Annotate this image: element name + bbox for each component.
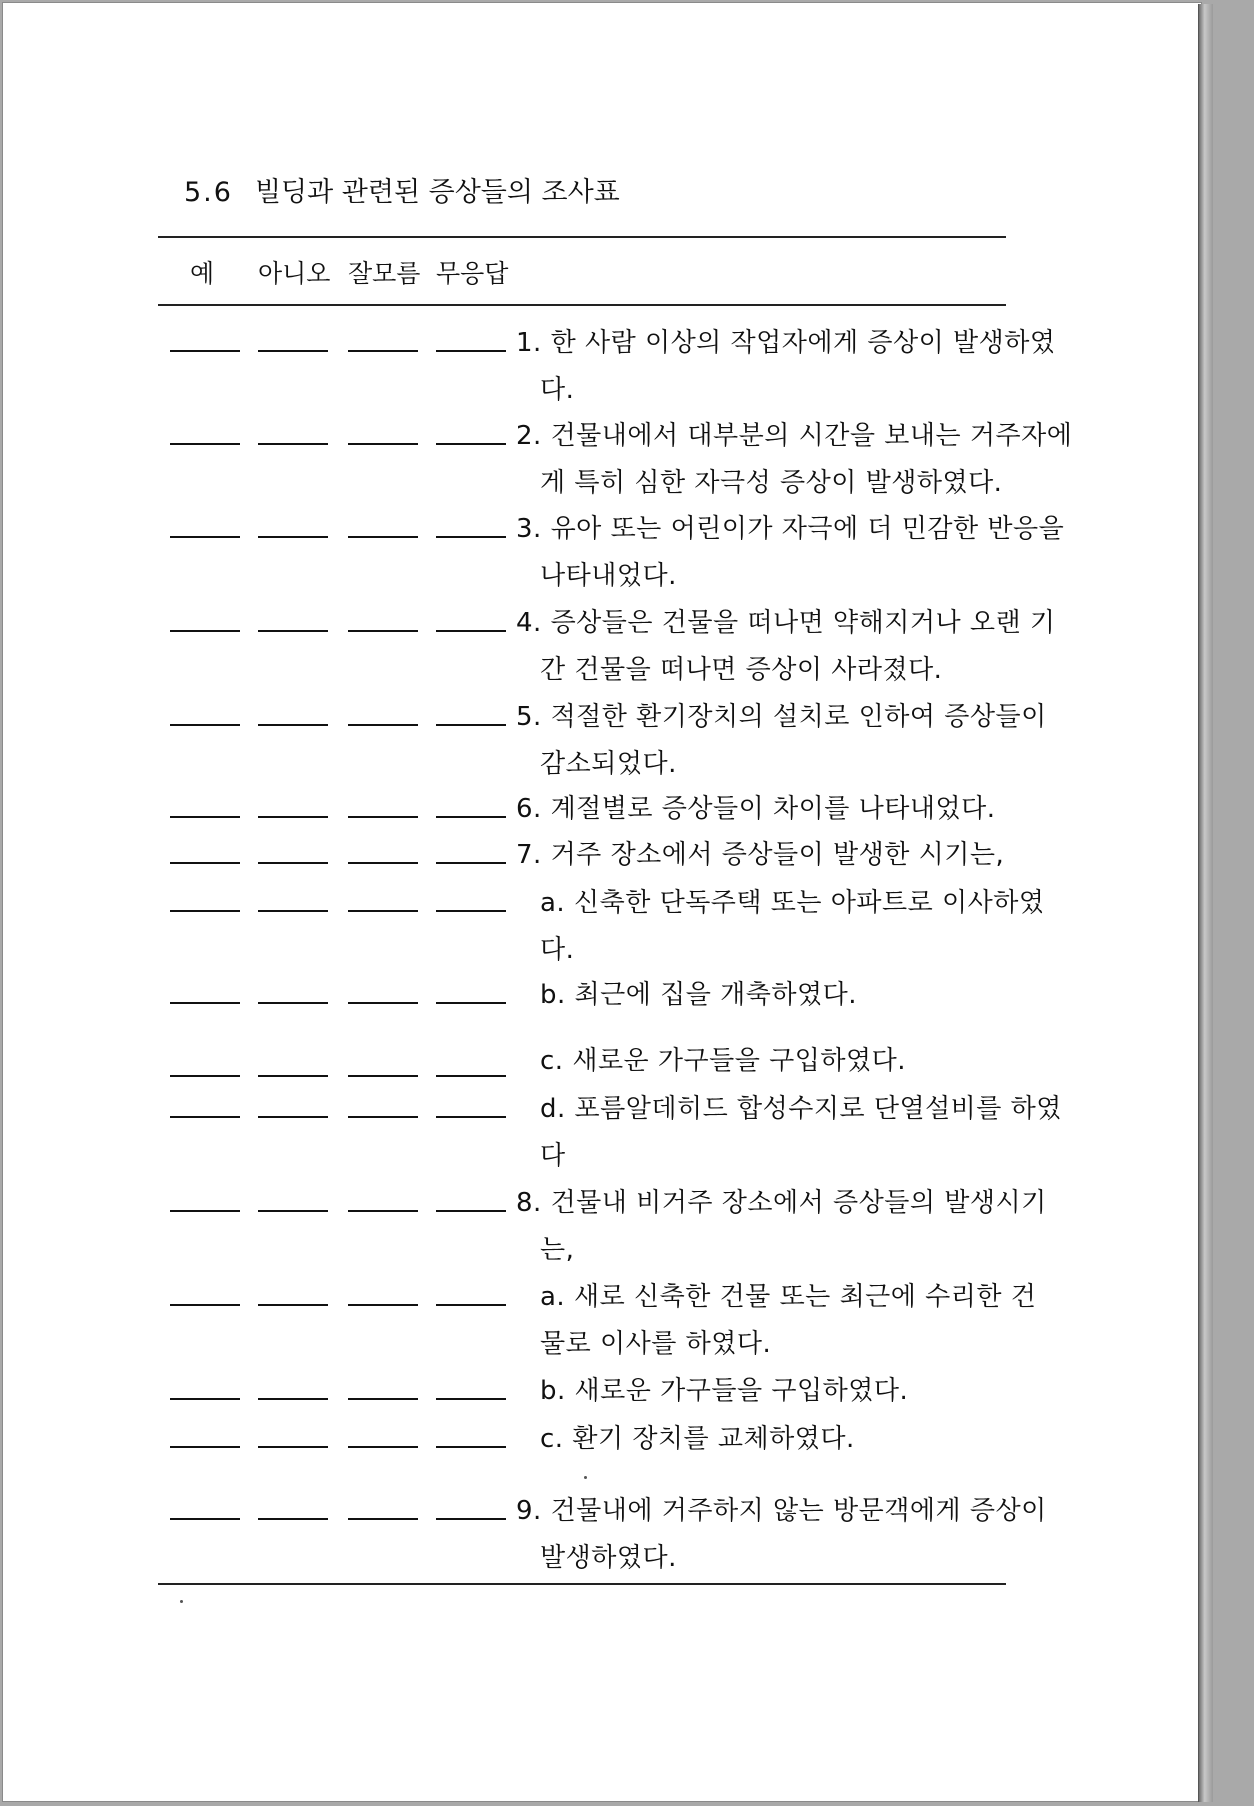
answer-no-blank[interactable] — [258, 1304, 328, 1306]
question-text: 9. 건물내에 거주하지 않는 방문객에게 증상이 — [516, 1496, 1047, 1526]
answer-unknown-blank[interactable] — [348, 1002, 418, 1004]
answer-no-response-blank[interactable] — [436, 1398, 506, 1400]
answer-unknown-blank[interactable] — [348, 1075, 418, 1077]
answer-yes-blank[interactable] — [170, 350, 240, 352]
question-text: b. 최근에 집을 개축하였다. — [540, 980, 857, 1010]
answer-no-response-blank[interactable] — [436, 862, 506, 864]
question-text: 나타내었다. — [540, 561, 677, 591]
header-rule — [158, 304, 1006, 306]
answer-yes-blank[interactable] — [170, 1116, 240, 1118]
question-text: 게 특히 심한 자극성 증상이 발생하였다. — [540, 468, 1003, 498]
answer-no-blank[interactable] — [258, 724, 328, 726]
answer-unknown-blank[interactable] — [348, 1116, 418, 1118]
answer-no-response-blank[interactable] — [436, 816, 506, 818]
scan-speck — [180, 1600, 183, 1603]
answer-no-response-blank[interactable] — [436, 1446, 506, 1448]
answer-no-blank[interactable] — [258, 816, 328, 818]
bottom-rule — [158, 1583, 1006, 1585]
answer-no-response-blank[interactable] — [436, 910, 506, 912]
answer-no-response-blank[interactable] — [436, 1518, 506, 1520]
question-text: 는, — [540, 1235, 575, 1265]
question-text: 7. 거주 장소에서 증상들이 발생한 시기는, — [516, 840, 1005, 870]
column-header-no: 아니오 — [258, 259, 331, 288]
answer-yes-blank[interactable] — [170, 862, 240, 864]
answer-no-response-blank[interactable] — [436, 536, 506, 538]
question-text: c. 환기 장치를 교체하였다. — [540, 1424, 855, 1454]
answer-yes-blank[interactable] — [170, 630, 240, 632]
answer-yes-blank[interactable] — [170, 1210, 240, 1212]
answer-no-response-blank[interactable] — [436, 724, 506, 726]
question-text: 간 건물을 떠나면 증상이 사라졌다. — [540, 655, 943, 685]
answer-no-blank[interactable] — [258, 1116, 328, 1118]
section-heading — [184, 170, 620, 209]
answer-unknown-blank[interactable] — [348, 1210, 418, 1212]
answer-no-blank[interactable] — [258, 350, 328, 352]
answer-no-response-blank[interactable] — [436, 1116, 506, 1118]
question-text: 다. — [540, 935, 575, 965]
question-text: 3. 유아 또는 어린이가 자극에 더 민감한 반응을 — [516, 514, 1065, 544]
answer-unknown-blank[interactable] — [348, 910, 418, 912]
answer-no-blank[interactable] — [258, 1446, 328, 1448]
answer-no-blank[interactable] — [258, 1002, 328, 1004]
answer-no-response-blank[interactable] — [436, 350, 506, 352]
answer-no-blank[interactable] — [258, 862, 328, 864]
question-text: 다. — [540, 375, 575, 405]
answer-yes-blank[interactable] — [170, 1002, 240, 1004]
question-text: 8. 건물내 비거주 장소에서 증상들의 발생시기 — [516, 1188, 1047, 1218]
answer-no-blank[interactable] — [258, 536, 328, 538]
answer-yes-blank[interactable] — [170, 724, 240, 726]
answer-yes-blank[interactable] — [170, 816, 240, 818]
answer-unknown-blank[interactable] — [348, 862, 418, 864]
answer-yes-blank[interactable] — [170, 910, 240, 912]
question-text: c. 새로운 가구들을 구입하였다. — [540, 1046, 907, 1076]
answer-yes-blank[interactable] — [170, 536, 240, 538]
question-text: 감소되었다. — [540, 749, 677, 779]
answer-yes-blank[interactable] — [170, 1446, 240, 1448]
question-text: b. 새로운 가구들을 구입하였다. — [540, 1376, 909, 1406]
question-text: a. 신축한 단독주택 또는 아파트로 이사하였 — [540, 888, 1045, 918]
answer-no-response-blank[interactable] — [436, 1075, 506, 1077]
answer-unknown-blank[interactable] — [348, 1398, 418, 1400]
answer-unknown-blank[interactable] — [348, 630, 418, 632]
question-text: d. 포름알데히드 합성수지로 단열설비를 하였 — [540, 1094, 1062, 1124]
answer-unknown-blank[interactable] — [348, 724, 418, 726]
answer-unknown-blank[interactable] — [348, 1446, 418, 1448]
column-header-no-response: 무응답 — [436, 259, 509, 288]
answer-unknown-blank[interactable] — [348, 816, 418, 818]
question-text: a. 새로 신축한 건물 또는 최근에 수리한 건 — [540, 1282, 1037, 1312]
answer-yes-blank[interactable] — [170, 443, 240, 445]
answer-unknown-blank[interactable] — [348, 536, 418, 538]
answer-no-blank[interactable] — [258, 443, 328, 445]
question-text: 다 — [540, 1141, 566, 1171]
section-number: 5.6 — [184, 177, 233, 208]
answer-no-blank[interactable] — [258, 910, 328, 912]
column-header-yes: 예 — [190, 259, 215, 288]
answer-no-response-blank[interactable] — [436, 1210, 506, 1212]
answer-yes-blank[interactable] — [170, 1075, 240, 1077]
scan-speck — [584, 1476, 587, 1479]
question-text: 발생하였다. — [540, 1543, 677, 1573]
answer-no-response-blank[interactable] — [436, 443, 506, 445]
question-text: 2. 건물내에서 대부분의 시간을 보내는 거주자에 — [516, 421, 1073, 451]
question-text: 5. 적절한 환기장치의 설치로 인하여 증상들이 — [516, 702, 1047, 732]
page-edge — [1198, 4, 1213, 1802]
section-title: 빌딩과 관련된 증상들의 조사표 — [254, 177, 620, 208]
answer-unknown-blank[interactable] — [348, 443, 418, 445]
question-text: 1. 한 사람 이상의 작업자에게 증상이 발생하였 — [516, 328, 1056, 358]
answer-no-blank[interactable] — [258, 1210, 328, 1212]
answer-unknown-blank[interactable] — [348, 350, 418, 352]
answer-yes-blank[interactable] — [170, 1518, 240, 1520]
question-text: 4. 증상들은 건물을 떠나면 약해지거나 오랜 기 — [516, 608, 1056, 638]
answer-no-blank[interactable] — [258, 630, 328, 632]
answer-unknown-blank[interactable] — [348, 1304, 418, 1306]
column-header-unknown: 잘모름 — [348, 259, 421, 288]
answer-yes-blank[interactable] — [170, 1304, 240, 1306]
answer-yes-blank[interactable] — [170, 1398, 240, 1400]
answer-no-blank[interactable] — [258, 1518, 328, 1520]
answer-no-response-blank[interactable] — [436, 1002, 506, 1004]
question-text: 6. 계절별로 증상들이 차이를 나타내었다. — [516, 794, 996, 824]
question-text: 물로 이사를 하였다. — [540, 1329, 772, 1359]
answer-no-response-blank[interactable] — [436, 630, 506, 632]
answer-no-response-blank[interactable] — [436, 1304, 506, 1306]
answer-no-blank[interactable] — [258, 1075, 328, 1077]
top-rule — [158, 236, 1006, 238]
answer-unknown-blank[interactable] — [348, 1518, 418, 1520]
answer-no-blank[interactable] — [258, 1398, 328, 1400]
